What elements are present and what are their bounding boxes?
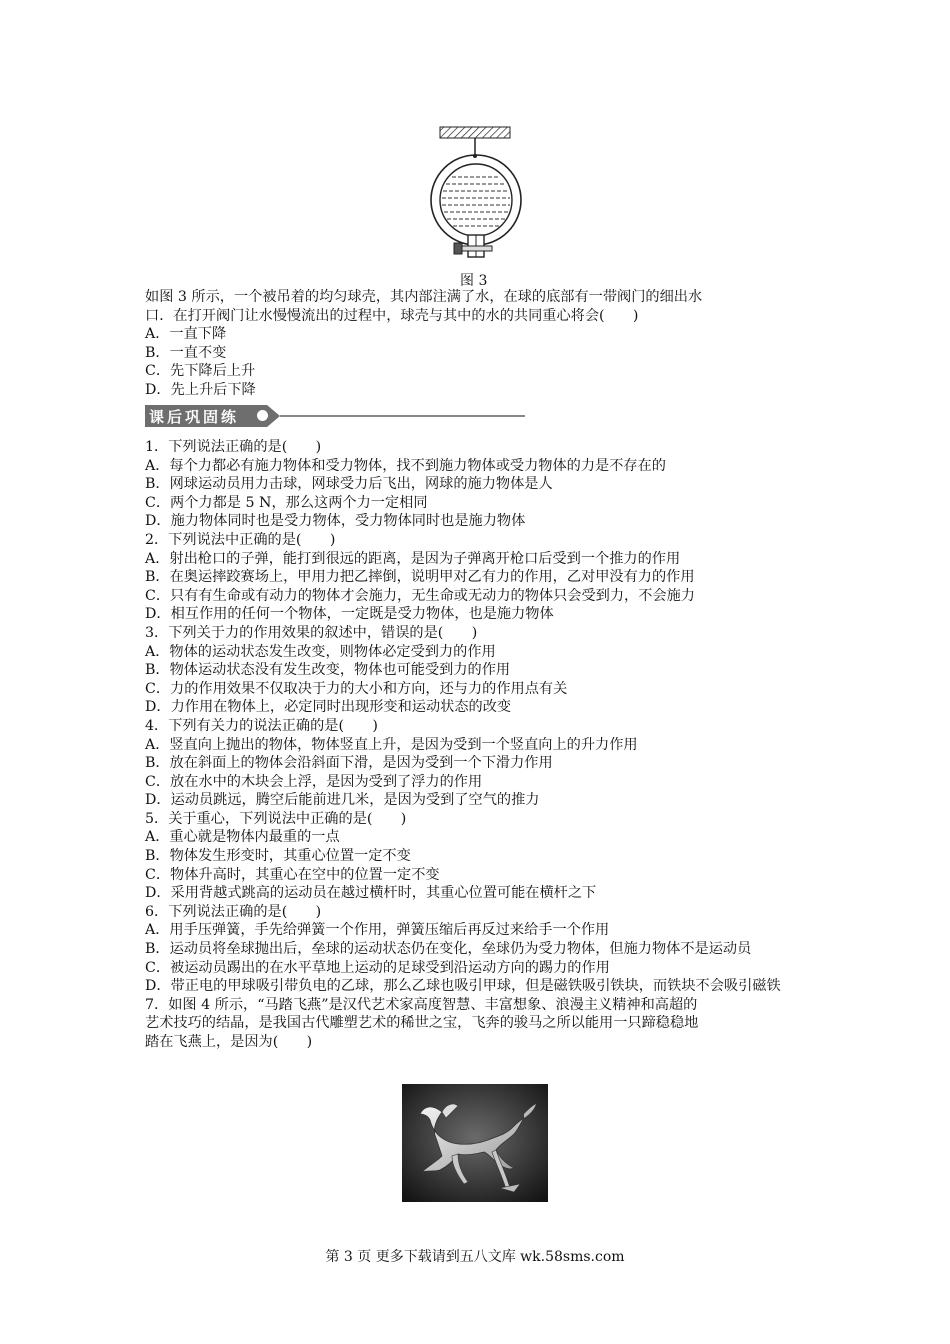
option-c: C．被运动员踢出的在水平草地上运动的足球受到沿运动方向的踢力的作用	[145, 959, 610, 976]
question-line: 口．在打开阀门让水慢慢流出的过程中，球壳与其中的水的共同重心将会( )	[145, 307, 639, 324]
option-c: C．只有有生命或有动力的物体才会施力，无生命或无动力的物体只会受到力，不会施力	[145, 587, 695, 604]
bullet-dot-icon	[257, 410, 268, 421]
question-stem: 3．下列关于力的作用效果的叙述中，错误的是( )	[145, 624, 478, 641]
option-c: C．放在水中的木块会上浮，是因为受到了浮力的作用	[145, 773, 483, 790]
option-a: A．一直下降	[145, 326, 227, 343]
question-list	[145, 438, 825, 1052]
question-stem: 2．下列说法中正确的是( )	[145, 531, 336, 548]
question-3	[145, 624, 825, 717]
option-d: D．先上升后下降	[145, 381, 256, 398]
figure-4-horse-photo	[402, 1084, 548, 1202]
option-c: C．力的作用效果不仅取决于力的大小和方向，还与力的作用点有关	[145, 680, 568, 697]
question-7	[145, 996, 825, 1052]
option-b: B．物体发生形变时，其重心位置一定不变	[145, 848, 411, 865]
page-footer: 第 3 页 更多下载请到五八文库 wk.58sms.com	[325, 1249, 625, 1265]
question-stem: 1．下列说法正确的是( )	[145, 439, 322, 455]
section-header	[145, 405, 525, 427]
option-d: D．施力物体同时也是受力物体，受力物体同时也是施力物体	[145, 513, 526, 530]
question-line: 7．如图 4 所示，“马踏飞燕”是汉代艺术家高度智慧、丰富想象、浪漫主义精神和高超的	[145, 996, 698, 1013]
question-line: 艺术技巧的结晶，是我国古代雕塑艺术的稀世之宝，飞奔的骏马之所以能用一只蹄稳稳地	[145, 1015, 699, 1032]
option-d: D．相互作用的任何一个物体，一定既是受力物体，也是施力物体	[145, 606, 554, 623]
option-a: A．竖直向上抛出的物体，物体竖直上升，是因为受到一个竖直向上的升力作用	[145, 736, 638, 753]
option-b: B．在奥运摔跤赛场上，甲用力把乙摔倒，说明甲对乙有力的作用，乙对甲没有力的作用	[145, 569, 695, 586]
option-a: A．用手压弹簧，手先给弹簧一个作用，弹簧压缩后再反过来给手一个作用	[145, 922, 610, 939]
option-b: B．一直不变	[145, 344, 227, 361]
option-c: C．两个力都是 5 N，那么这两个力一定相同	[145, 494, 428, 511]
option-d: D．运动员跳远，腾空后能前进几米，是因为受到了空气的推力	[145, 792, 540, 809]
question-5	[145, 810, 825, 903]
option-d: D．力作用在物体上，必定同时出现形变和运动状态的改变	[145, 699, 512, 716]
question-4	[145, 717, 825, 810]
question-stem: 6．下列说法正确的是( )	[145, 903, 322, 920]
option-a: A．物体的运动状态发生改变，则物体必定受到力的作用	[145, 643, 496, 660]
question-stem: 5．关于重心，下列说法中正确的是( )	[145, 810, 407, 827]
option-c: C．先下降后上升	[145, 363, 256, 380]
figure-3-sphere-diagram	[420, 122, 530, 282]
question-2	[145, 531, 825, 624]
figure-3-caption: 图 3	[460, 273, 488, 289]
section-divider	[280, 415, 525, 417]
option-d: D．采用背越式跳高的运动员在越过横杆时，其重心位置可能在横杆之下	[145, 885, 597, 902]
option-b: B．放在斜面上的物体会沿斜面下滑，是因为受到一个下滑力作用	[145, 755, 553, 772]
question-line: 踏在飞燕上，是因为( )	[145, 1034, 313, 1050]
question-line: 如图 3 所示，一个被吊着的均匀球壳，其内部注满了水，在球的底部有一带阀门的细出水	[145, 289, 703, 305]
option-d: D．带正电的甲球吸引带负电的乙球，那么乙球也吸引甲球，但是磁铁吸引铁块，而铁块不会吸引磁铁	[145, 978, 781, 995]
option-a: A．射出枪口的子弹，能打到很远的距离，是因为子弹离开枪口后受到一个推力的作用	[145, 550, 681, 567]
option-c: C．物体升高时，其重心在空中的位置一定不变	[145, 866, 440, 883]
intro-question	[145, 288, 825, 400]
option-a: A．每个力都必有施力物体和受力物体，找不到施力物体或受力物体的力是不存在的	[145, 457, 666, 474]
option-b: B．网球运动员用力击球，网球受力后飞出，网球的施力物体是人	[145, 476, 553, 493]
option-b: B．运动员将垒球抛出后，垒球的运动状态仍在变化，垒球仍为受力物体，但施力物体不是运动员	[145, 941, 752, 958]
question-stem: 4．下列有关力的说法正确的是( )	[145, 717, 378, 734]
question-6	[145, 903, 825, 996]
question-1	[145, 438, 825, 531]
option-a: A．重心就是物体内最重的一点	[145, 829, 340, 846]
section-title: 课后巩固练	[149, 408, 240, 426]
option-b: B．物体运动状态没有发生改变，物体也可能受到力的作用	[145, 662, 511, 679]
